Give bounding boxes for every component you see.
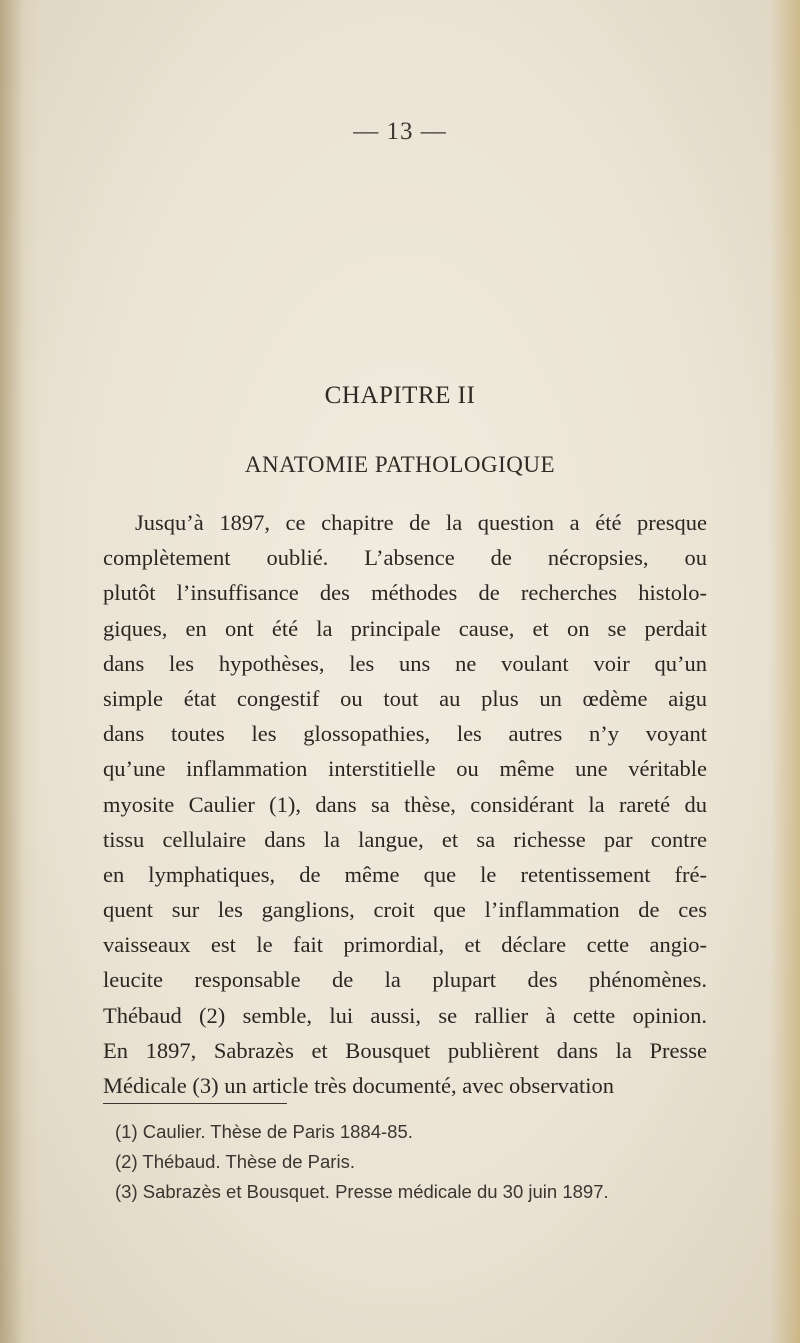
footnotes: [115, 1117, 715, 1207]
body-line: quent sur les ganglions, croit que l’inflammation de ces: [103, 897, 707, 923]
body-line: tissu cellulaire dans la langue, et sa richesse par contre: [103, 826, 707, 852]
body-line: Thébaud (2) semble, lui aussi, se rallier à cette opinion.: [103, 1002, 707, 1028]
body-line: complètement oublié. L’absence de nécropsies, ou: [103, 545, 707, 571]
body-line: myosite Caulier (1), dans sa thèse, considérant la rareté du: [103, 791, 707, 817]
page-edge-shadow-right: [770, 0, 800, 1343]
body-line: leucite responsable de la plupart des phénomènes.: [103, 967, 707, 993]
footnote-3: (3) Sabrazès et Bousquet. Presse médicale du 30 juin 1897.: [115, 1181, 609, 1202]
body-line: plutôt l’insuffisance des méthodes de recherches histolo-: [103, 580, 707, 606]
chapter-title: CHAPITRE II: [324, 382, 476, 409]
footnote-1: (1) Caulier. Thèse de Paris 1884-85.: [115, 1121, 413, 1142]
body-line: vaisseaux est le fait primordial, et déclare cette angio-: [103, 932, 707, 958]
body-line: dans les hypothèses, les uns ne voulant voir qu’un: [103, 650, 707, 676]
body-line: qu’une inflammation interstitielle ou même une véritable: [103, 756, 707, 782]
body-paragraph: [103, 505, 707, 1103]
footnote-separator: [103, 1103, 287, 1104]
section-title: ANATOMIE PATHOLOGIQUE: [244, 452, 556, 477]
body-line: dans toutes les glossopathies, les autres n’y voyant: [103, 721, 707, 747]
page-edge-shadow-left: [0, 0, 40, 1343]
body-line: Médicale (3) un article très documenté, avec observation: [103, 1073, 615, 1098]
body-line: En 1897, Sabrazès et Bousquet publièrent dans la Presse: [103, 1037, 707, 1063]
body-line: en lymphatiques, de même que le retentissement fré-: [103, 861, 707, 887]
body-line: simple état congestif ou tout au plus un œdème aigu: [103, 685, 707, 711]
body-line: Jusqu’à 1897, ce chapitre de la question a été presque: [135, 510, 707, 535]
page-number: — 13 —: [353, 118, 447, 145]
footnote-2: (2) Thébaud. Thèse de Paris.: [115, 1151, 355, 1172]
body-line: giques, en ont été la principale cause, et on se perdait: [103, 615, 707, 641]
